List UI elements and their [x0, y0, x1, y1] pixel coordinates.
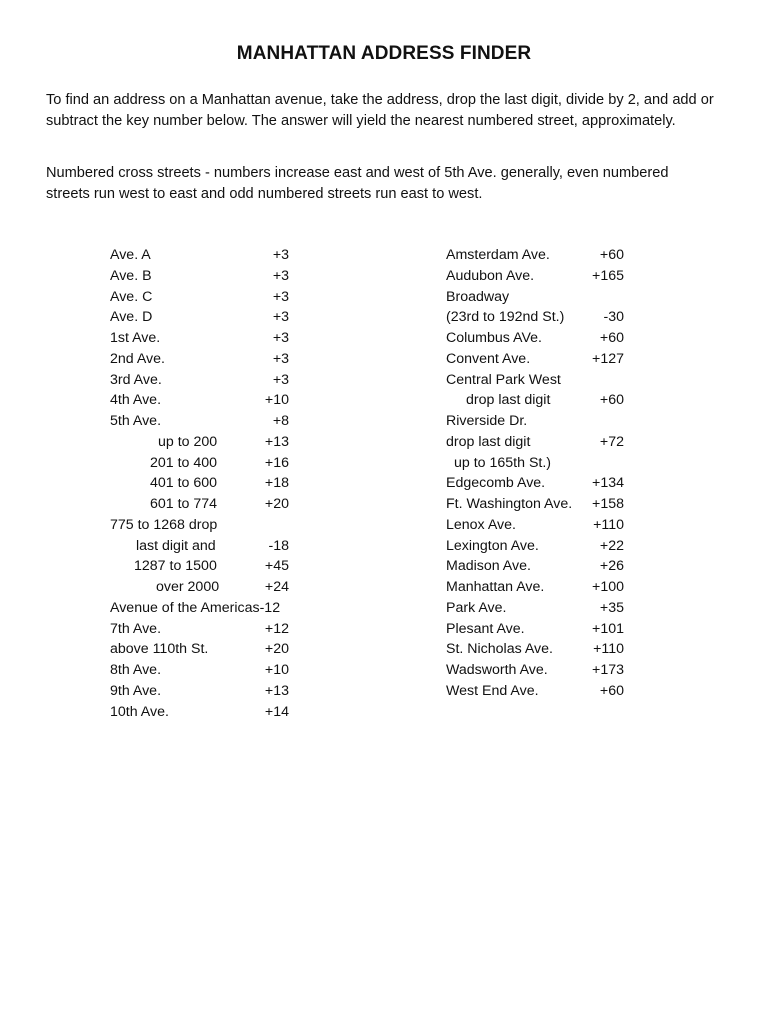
- list-item: [110, 639, 310, 660]
- key-number: +72: [599, 433, 624, 450]
- list-item: [110, 473, 310, 494]
- key-number: +101: [592, 620, 624, 637]
- avenue-label: St. Nicholas Ave.: [446, 641, 553, 658]
- key-number: +3: [272, 309, 289, 326]
- left-avenue-list: [110, 245, 310, 722]
- list-item: [446, 639, 646, 660]
- key-number: +13: [264, 433, 289, 450]
- avenue-label: Wadsworth Ave.: [446, 662, 548, 678]
- avenue-label: Ave. C: [110, 288, 153, 305]
- avenue-label: Ave. A: [110, 247, 151, 263]
- key-number: +60: [599, 247, 624, 263]
- list-item: [110, 307, 310, 328]
- list-item: [446, 681, 646, 702]
- right-avenue-list: [446, 245, 646, 702]
- list-item: [446, 370, 646, 391]
- list-item: [446, 598, 646, 619]
- list-item: [110, 494, 310, 515]
- list-item: [110, 598, 310, 619]
- avenue-label: Lexington Ave.: [446, 537, 539, 554]
- list-item: [446, 432, 646, 453]
- list-item: [110, 266, 310, 287]
- key-number: +10: [264, 662, 289, 678]
- avenue-label: 7th Ave.: [110, 620, 162, 637]
- avenue-label: Central Park West: [446, 371, 561, 388]
- avenue-label: Ft. Washington Ave.: [446, 496, 573, 512]
- avenue-label: Ave. D: [110, 309, 153, 326]
- avenue-label: Columbus AVe.: [446, 330, 542, 346]
- key-number: +3: [272, 371, 289, 388]
- list-item: [446, 494, 646, 515]
- list-item: [446, 660, 646, 681]
- key-number: +158: [592, 496, 624, 512]
- key-number: +12: [264, 620, 289, 637]
- list-item: [110, 432, 310, 453]
- key-number: +45: [264, 558, 289, 575]
- list-item: [446, 619, 646, 640]
- avenue-label: 3rd Ave.: [110, 371, 162, 388]
- key-number: +35: [599, 599, 624, 616]
- key-number: +3: [272, 350, 289, 367]
- list-item: [110, 390, 310, 411]
- avenue-label: 9th Ave.: [110, 682, 162, 699]
- key-number: +20: [264, 496, 289, 512]
- avenue-label: Plesant Ave.: [446, 620, 525, 637]
- avenue-label: 1287 to 1500: [134, 558, 217, 575]
- list-item: [446, 266, 646, 287]
- list-item: [110, 349, 310, 370]
- list-item: [110, 515, 310, 536]
- avenue-label: drop last digit: [446, 433, 531, 450]
- list-item: [446, 536, 646, 557]
- avenue-label: Audubon Ave.: [446, 267, 535, 284]
- key-number: +22: [599, 537, 624, 554]
- key-number: +18: [264, 475, 289, 492]
- avenue-label: Broadway: [446, 288, 510, 305]
- avenue-label: Edgecomb Ave.: [446, 475, 546, 492]
- avenue-label: Amsterdam Ave.: [446, 247, 550, 263]
- avenue-label: 601 to 774: [150, 496, 218, 512]
- list-item: [110, 556, 310, 577]
- list-item: [110, 577, 310, 598]
- avenue-label: 4th Ave.: [110, 392, 162, 409]
- key-number: +26: [599, 558, 624, 575]
- key-number: +60: [599, 682, 624, 699]
- list-item: [446, 556, 646, 577]
- list-item: [446, 473, 646, 494]
- key-number: +60: [599, 330, 624, 346]
- avenue-label: West End Ave.: [446, 682, 539, 699]
- avenue-label: 8th Ave.: [110, 662, 162, 678]
- key-number: +165: [592, 267, 624, 284]
- list-item: [446, 328, 646, 349]
- key-number: +10: [264, 392, 289, 409]
- key-number: +8: [272, 413, 289, 429]
- avenue-label: 10th Ave.: [110, 703, 169, 720]
- key-number: +134: [592, 475, 624, 492]
- avenue-label: Avenue of the Americas-12: [110, 599, 281, 616]
- list-item: [110, 681, 310, 702]
- avenue-label: 5th Ave.: [110, 413, 162, 429]
- avenue-label: Riverside Dr.: [446, 413, 528, 429]
- list-item: [446, 349, 646, 370]
- list-item: [110, 702, 310, 723]
- key-number: +110: [593, 641, 624, 658]
- avenue-label: (23rd to 192nd St.): [446, 309, 565, 326]
- key-number: +24: [264, 579, 289, 595]
- list-item: [446, 245, 646, 266]
- avenue-label: over 2000: [156, 579, 220, 595]
- key-number: +3: [272, 330, 289, 346]
- key-number: +3: [272, 288, 289, 305]
- list-item: [110, 328, 310, 349]
- key-number: +13: [264, 682, 289, 699]
- avenue-label: 775 to 1268 drop: [110, 516, 218, 533]
- list-item: [446, 390, 646, 411]
- key-number: -30: [603, 309, 624, 326]
- cross-streets-paragraph: Numbered cross streets - numbers increase east and west of 5th Ave. generally, even numbered streets run west to east and odd numbered streets run east to west.: [46, 165, 669, 202]
- list-item: [446, 453, 646, 474]
- avenue-label: 2nd Ave.: [110, 350, 165, 367]
- key-number: +3: [272, 247, 289, 263]
- list-item: [110, 619, 310, 640]
- list-item: [110, 287, 310, 308]
- avenue-label: 1st Ave.: [110, 330, 161, 346]
- list-item: [446, 287, 646, 308]
- avenue-label: up to 200: [158, 433, 218, 450]
- list-item: [110, 245, 310, 266]
- avenue-label: Manhattan Ave.: [446, 579, 545, 595]
- key-number: +100: [592, 579, 624, 595]
- avenue-label: drop last digit: [466, 392, 551, 409]
- list-item: [446, 411, 646, 432]
- key-number: -18: [268, 537, 289, 554]
- avenue-label: last digit and: [136, 537, 216, 554]
- list-item: [110, 453, 310, 474]
- key-number: +16: [264, 454, 289, 471]
- avenue-label: Ave. B: [110, 267, 152, 284]
- list-item: [446, 515, 646, 536]
- key-number: +3: [272, 267, 289, 284]
- page-title: MANHATTAN ADDRESS FINDER: [236, 43, 532, 64]
- list-item: [446, 307, 646, 328]
- list-item: [110, 536, 310, 557]
- avenue-label: above 110th St.: [110, 641, 209, 658]
- key-number: +14: [264, 703, 289, 720]
- avenue-label: Lenox Ave.: [446, 516, 516, 533]
- avenue-label: Convent Ave.: [446, 350, 531, 367]
- list-item: [446, 577, 646, 598]
- key-number: +60: [599, 392, 624, 409]
- list-item: [110, 660, 310, 681]
- avenue-label: Madison Ave.: [446, 558, 531, 575]
- intro-paragraph: To find an address on a Manhattan avenue, take the address, drop the last digit, divide by 2, and add or subtract the key number below. The answer will yield the nearest numbered street, approximately.: [46, 92, 714, 129]
- avenue-label: Park Ave.: [446, 599, 507, 616]
- list-item: [110, 411, 310, 432]
- avenue-label: 401 to 600: [150, 475, 218, 492]
- list-item: [110, 370, 310, 391]
- key-number: +20: [264, 641, 289, 658]
- key-number: +173: [592, 662, 624, 678]
- key-number: +127: [592, 350, 624, 367]
- avenue-label: up to 165th St.): [454, 454, 552, 471]
- avenue-label: 201 to 400: [150, 454, 218, 471]
- key-number: +110: [593, 516, 624, 533]
